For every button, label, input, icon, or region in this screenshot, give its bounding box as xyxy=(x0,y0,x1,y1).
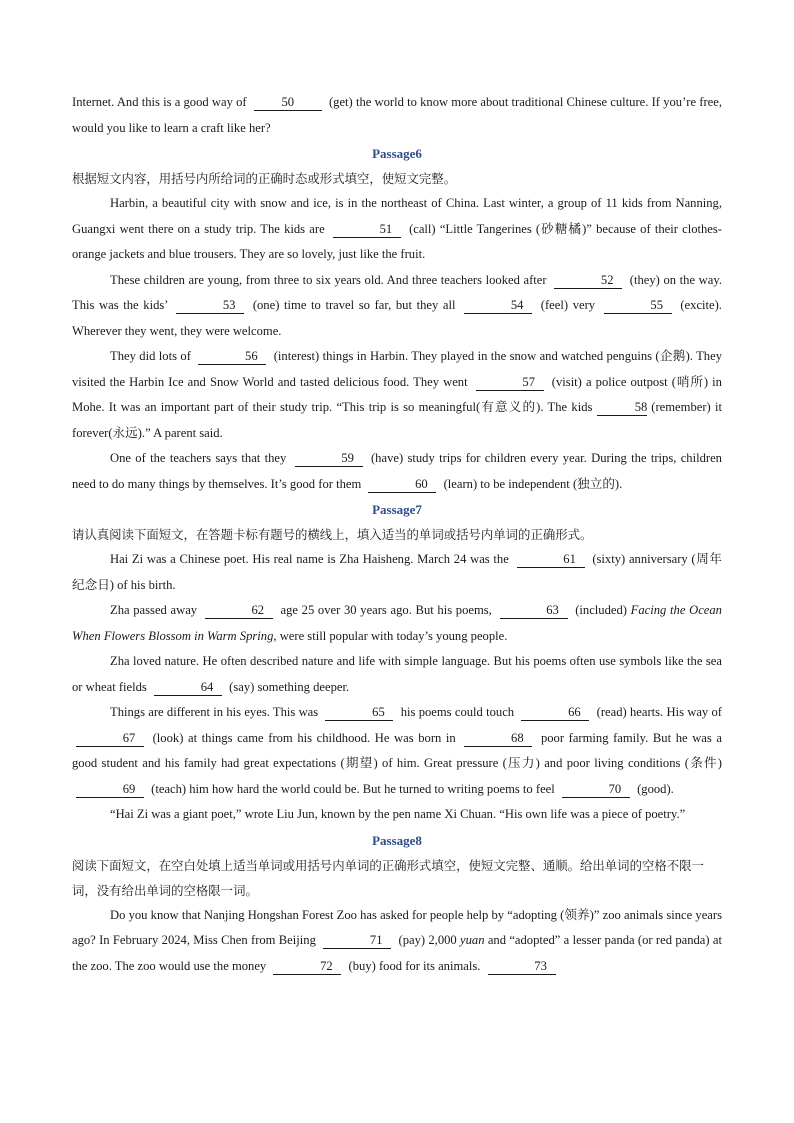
blank-70[interactable]: 70 xyxy=(562,782,630,798)
text-segment: (look) at things came from his childhood. He was born in xyxy=(152,730,456,745)
passage7-paragraph-1 xyxy=(72,547,722,598)
blank-51[interactable]: 51 xyxy=(333,222,401,238)
passage6-paragraph-3 xyxy=(72,344,722,446)
blank-53[interactable]: 53 xyxy=(176,298,244,314)
text-segment: (excite). Wherever they went, they were welcome. xyxy=(72,298,722,338)
passage7-heading: Passage7 xyxy=(372,502,422,517)
blank-55[interactable]: 55 xyxy=(604,298,672,314)
blank-60[interactable]: 60 xyxy=(368,477,436,493)
blank-71[interactable]: 71 xyxy=(323,933,391,949)
text-segment: (say) something deeper. xyxy=(229,679,350,694)
blank-62[interactable]: 62 xyxy=(205,603,273,619)
text-segment: (one) time to travel so far, but they all xyxy=(252,298,456,312)
text-segment: (visit) a police outpost (哨所) in Mohe. It was an important part of their study trip. “This trip is so meaningful(有意义的). The kids xyxy=(72,374,722,414)
passage7-paragraph-5: “Hai Zi was a giant poet,” wrote Liu Jun, known by the pen name Xi Chuan. “His own life was a piece of poetry.” xyxy=(110,807,686,821)
text-segment: poor farming family. But he was a good student and his family had great expectations (期望) of him. Great pressure (压力) and poor living conditions (条件) xyxy=(72,730,722,770)
text-segment: Harbin, a beautiful city with snow and ice, is in the northeast of China. Last winter, a group of 11 kids from Nanning, Guangxi went there on a study trip. The kids are xyxy=(72,196,722,236)
blank-54[interactable]: 54 xyxy=(464,298,532,314)
text-segment: (interest) things in Harbin. They played in the snow and watched penguins (企鹅). They visited the Harbin Ice and Snow World and tasted delicious food. They went xyxy=(72,349,722,389)
text-segment: (good). xyxy=(637,781,674,796)
passage6-heading: Passage6 xyxy=(372,146,422,161)
text-segment: (get) the world to know more about traditional Chinese culture. If you’re free, would you like to learn a craft like her? xyxy=(72,95,722,135)
passage6-paragraph-4 xyxy=(72,446,722,497)
passage7-paragraph-4 xyxy=(72,700,722,802)
blank-72[interactable]: 72 xyxy=(273,959,341,975)
passage6-paragraph-2 xyxy=(72,268,722,345)
passage7-instruction: 请认真阅读下面短文，在答题卡标有题号的横线上，填入适当的单词或括号内单词的正确形式。 xyxy=(72,527,593,542)
text-segment: (feel) very xyxy=(540,298,596,312)
passage8-heading: Passage8 xyxy=(372,832,422,848)
worksheet-page xyxy=(72,90,722,979)
blank-58[interactable]: 58 xyxy=(597,400,648,416)
text-segment: (read) hearts. His way of xyxy=(596,705,722,719)
text-segment: Hai Zi was a Chinese poet. His real name is Zha Haisheng. March 24 was the xyxy=(110,552,509,566)
blank-61[interactable]: 61 xyxy=(517,552,585,568)
passage5-tail xyxy=(72,90,722,141)
text-segment: age 25 over 30 years ago. But his poems, xyxy=(280,603,492,617)
blank-52[interactable]: 52 xyxy=(554,273,622,289)
blank-59[interactable]: 59 xyxy=(295,451,363,467)
blank-63[interactable]: 63 xyxy=(500,603,568,619)
text-segment: (sixty) anniversary (周年纪念日) of his birth. xyxy=(72,552,722,592)
blank-65[interactable]: 65 xyxy=(325,705,393,721)
text-segment: (buy) food for its animals. xyxy=(348,958,481,973)
blank-56[interactable]: 56 xyxy=(198,349,266,365)
currency-word: yuan xyxy=(460,933,485,947)
text-segment: (remember) it forever(永远).” A parent said. xyxy=(72,400,722,440)
text-segment: (call) “Little Tangerines (砂糖橘)” because of their clothes-orange jackets and blue trousers. They are so lovely, just like the fruit. xyxy=(72,221,722,261)
text-segment: (have) study trips for children every year. During the trips, children need to do many things by themselves. It’s good for them xyxy=(72,451,722,491)
text-segment: They did lots of xyxy=(110,349,191,363)
text-segment: Internet. And this is a good way of xyxy=(72,95,247,109)
blank-68[interactable]: 68 xyxy=(464,731,532,747)
passage7-paragraph-2 xyxy=(72,598,722,649)
text-segment: Zha passed away xyxy=(110,603,198,617)
text-segment: , were still popular with today’s young people. xyxy=(273,628,508,643)
text-segment: One of the teachers says that they xyxy=(110,451,287,465)
blank-67[interactable]: 67 xyxy=(76,731,144,747)
text-segment: his poems could touch xyxy=(400,705,515,719)
blank-57[interactable]: 57 xyxy=(476,375,544,391)
text-segment: Zha loved nature. He often described nature and life with simple language. But his poems often use symbols like the sea or wheat fields xyxy=(72,654,722,694)
text-segment: (pay) 2,000 xyxy=(398,933,457,947)
blank-69[interactable]: 69 xyxy=(76,782,144,798)
blank-73[interactable]: 73 xyxy=(488,959,556,975)
text-segment: These children are young, from three to six years old. And three teachers looked after xyxy=(110,272,547,287)
blank-64[interactable]: 64 xyxy=(154,680,222,696)
blank-66[interactable]: 66 xyxy=(521,705,589,721)
text-segment: (included) xyxy=(575,603,627,617)
text-segment: Things are different in his eyes. This was xyxy=(110,705,319,719)
text-segment: (learn) to be independent (独立的). xyxy=(443,476,623,491)
passage7-paragraph-3 xyxy=(72,649,722,700)
text-segment: and “adopted” a lesser panda (or red panda) at the zoo. The zoo would use the money xyxy=(72,933,722,973)
text-segment: (they) on the way. This was the kids’ xyxy=(72,272,722,312)
poem-title: Facing the Ocean When Flowers Blossom in Warm Spring xyxy=(72,603,722,643)
blank-50[interactable]: 50 xyxy=(254,95,322,111)
passage8-instruction: 阅读下面短文，在空白处填上适当单词或用括号内单词的正确形式填空，使短文完整、通顺。给出单词的空格不限一词，没有给出单词的空格限一词。 xyxy=(72,857,704,898)
text-segment: Do you know that Nanjing Hongshan Forest Zoo has asked for people help by “adopting (领养)” zoo animals since years ago? In February 2024, Miss Chen from Beijing xyxy=(72,907,722,947)
passage6-paragraph-1 xyxy=(72,191,722,268)
passage8-paragraph-1 xyxy=(72,903,722,980)
text-segment: (teach) him how hard the world could be. But he turned to writing poems to feel xyxy=(151,781,555,796)
passage6-instruction: 根据短文内容，用括号内所给词的正确时态或形式填空，使短文完整。 xyxy=(72,171,457,186)
